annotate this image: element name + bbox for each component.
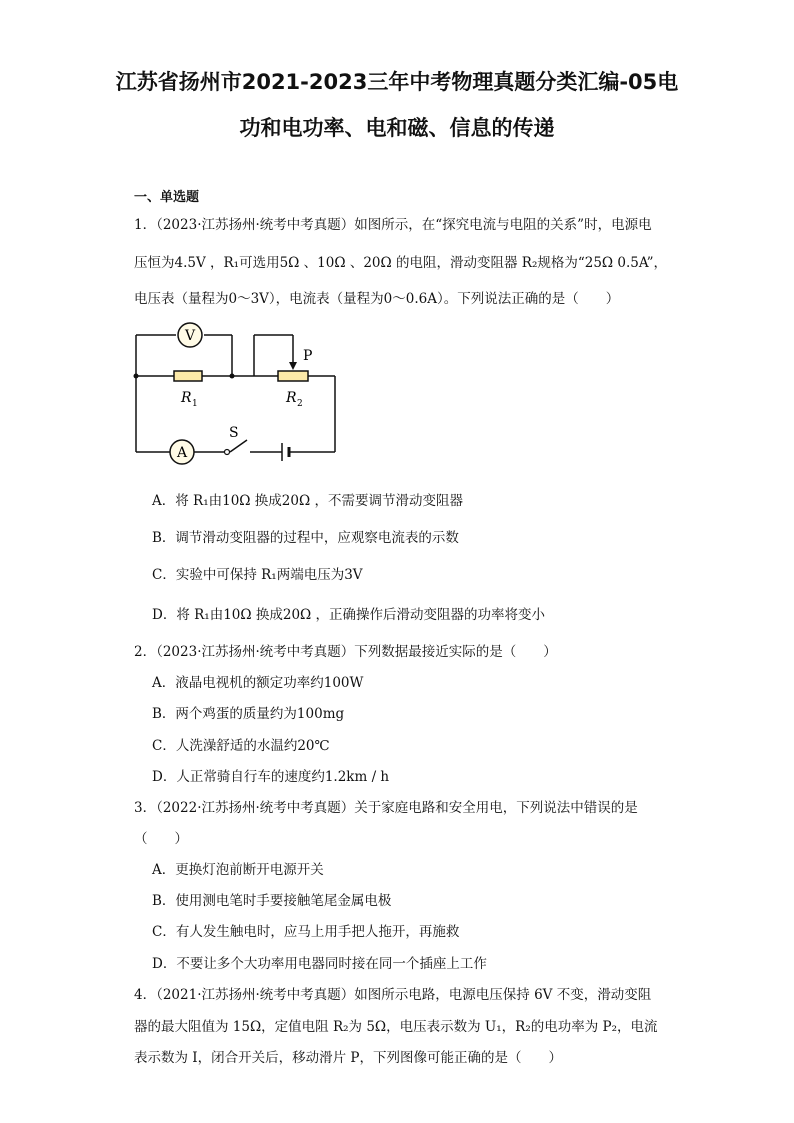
- r2-subscript: 2: [297, 399, 303, 409]
- junction-dot: [230, 374, 235, 379]
- voltmeter-label: V: [184, 328, 196, 344]
- q1-option-a: A．将 R₁由10Ω 换成20Ω ，不需要调节滑动变阻器: [152, 493, 463, 509]
- q1-option-c: C．实验中可保持 R₁两端电压为3V: [152, 567, 363, 583]
- q2-option-d: D．人正常骑自行车的速度约1.2km / h: [152, 769, 390, 785]
- q2-option-c: C．人洗澡舒适的水温约20℃: [152, 738, 330, 754]
- circuit-diagram: [0, 0, 794, 480]
- q3-option-b: B．使用测电笔时手要接触笔尾金属电极: [152, 893, 392, 909]
- q3-option-c: C．有人发生触电时，应马上用手把人拖开，再施救: [152, 924, 460, 940]
- ammeter-label: A: [176, 445, 188, 461]
- q3-option-a: A．更换灯泡前断开电源开关: [152, 862, 324, 878]
- question-4-line-3: 表示数为 I，闭合开关后，移动滑片 P，下列图像可能正确的是（ ）: [134, 1050, 562, 1066]
- q2-option-b: B．两个鸡蛋的质量约为100mg: [152, 706, 345, 722]
- slider-label: P: [303, 348, 313, 364]
- question-1-line-1: 1．（2023·江苏扬州·统考中考真题）如图所示，在“探究电流与电阻的关系”时，电源电: [134, 217, 652, 233]
- question-3-line-2: （ ）: [134, 831, 188, 847]
- q1-option-d: D．将 R₁由10Ω 换成20Ω ，正确操作后滑动变阻器的功率将变小: [152, 607, 546, 623]
- r1-label: R: [181, 390, 192, 406]
- switch-label: S: [229, 425, 239, 441]
- slider-arrow: [289, 362, 297, 370]
- question-2-line-1: 2．（2023·江苏扬州·统考中考真题）下列数据最接近实际的是（ ）: [134, 644, 557, 660]
- q3-option-d: D．不要让多个大功率用电器同时接在同一个插座上工作: [152, 956, 487, 972]
- voltmeter: [178, 323, 202, 347]
- resistor-r1: [174, 371, 202, 381]
- section-heading: 一、单选题: [134, 190, 200, 205]
- question-3-line-1: 3．（2022·江苏扬州·统考中考真题）关于家庭电路和安全用电，下列说法中错误的是: [134, 800, 638, 816]
- question-4-line-2: 器的最大阻值为 15Ω，定值电阻 R₂为 5Ω，电压表示数为 U₁，R₂的电功率为 P₂，电流: [134, 1019, 658, 1035]
- document-title-line1: 江苏省扬州市2021-2023三年中考物理真题分类汇编-05电: [115, 70, 679, 94]
- junction-dot: [134, 374, 139, 379]
- r1-subscript: 1: [192, 399, 198, 409]
- document-title-line2: 功和电功率、电和磁、信息的传递: [239, 116, 555, 140]
- q2-option-a: A．液晶电视机的额定功率约100W: [152, 675, 364, 691]
- switch-contact: [225, 450, 230, 455]
- r2-label: R: [286, 390, 297, 406]
- question-1-line-3: 电压表（量程为0～3V），电流表（量程为0～0.6A）。下列说法正确的是（ ）: [134, 291, 620, 307]
- resistor-r2: [278, 371, 308, 381]
- question-4-line-1: 4．（2021·江苏扬州·统考中考真题）如图所示电路，电源电压保持 6V 不变，滑动变阻: [134, 987, 652, 1003]
- ammeter: [170, 440, 194, 464]
- question-1-line-2: 压恒为4.5V ，R₁可选用5Ω 、10Ω 、20Ω 的电阻，滑动变阻器 R₂规格为“25Ω 0.5A”，: [134, 255, 668, 271]
- q1-option-b: B．调节滑动变阻器的过程中，应观察电流表的示数: [152, 530, 459, 546]
